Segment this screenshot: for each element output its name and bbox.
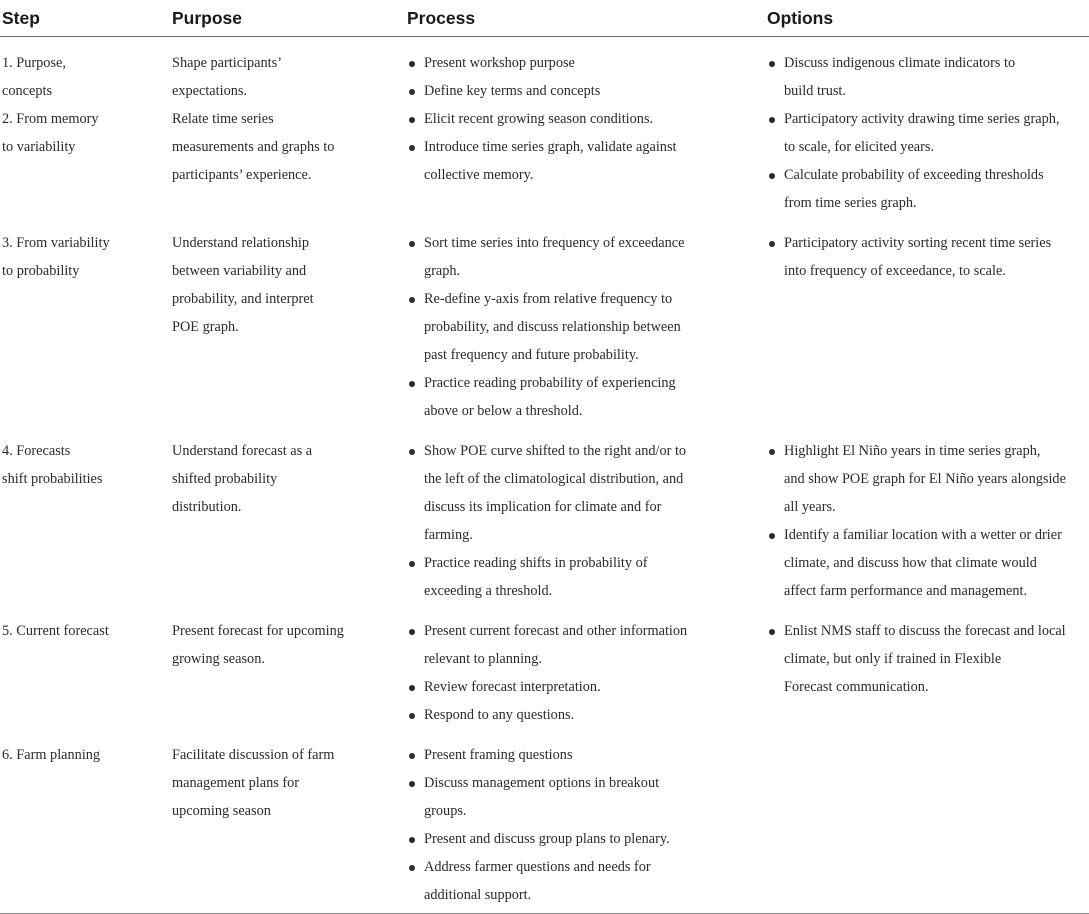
options-item (767, 437, 1083, 521)
purpose-line: management plans for (172, 775, 300, 791)
header-row (0, 0, 1089, 37)
purpose-cell (170, 217, 405, 425)
options-line: to scale, for elicited years. (784, 139, 935, 155)
process-item (407, 673, 759, 701)
options-line: and show POE graph for El Niño years alongside (784, 471, 1066, 487)
purpose-line: distribution. (172, 499, 242, 515)
options-list (767, 617, 1083, 701)
options-line: Discuss indigenous climate indicators to (784, 55, 1016, 71)
process-item (407, 701, 759, 729)
step-line: shift probabilities (2, 471, 103, 487)
process-cell (405, 37, 765, 218)
purpose-line: Shape participants’ (172, 55, 282, 71)
purpose-line: between variability and (172, 263, 307, 279)
options-item (767, 105, 1083, 161)
step-line: 2. From memory (2, 111, 99, 127)
options-line: Forecast communication. (784, 679, 929, 695)
options-line: Highlight El Niño years in time series graph, (784, 443, 1041, 459)
process-list (407, 49, 759, 189)
step-line: 1. Purpose, (2, 55, 66, 71)
purpose-line: Relate time series (172, 111, 274, 127)
process-item (407, 825, 759, 853)
bullet-icon (409, 865, 415, 871)
process-item (407, 77, 759, 105)
options-cell (765, 605, 1089, 729)
purpose-cell (170, 605, 405, 729)
purpose-line: Present forecast for upcoming (172, 623, 344, 639)
options-line: climate, but only if trained in Flexible (784, 651, 1002, 667)
process-line: Practice reading shifts in probability of (424, 555, 648, 571)
purpose-line: Understand relationship (172, 235, 309, 251)
header-options: Options (765, 0, 1089, 37)
options-line: Participatory activity drawing time series graph, (784, 111, 1060, 127)
bullet-icon (409, 61, 415, 67)
step-line: 3. From variability (2, 235, 110, 251)
purpose-line: participants’ experience. (172, 167, 312, 183)
bullet-icon (769, 629, 775, 635)
purpose-cell (170, 729, 405, 914)
bullet-icon (409, 449, 415, 455)
options-line: climate, and discuss how that climate would (784, 555, 1037, 571)
bullet-icon (409, 89, 415, 95)
process-line: Re-define y-axis from relative frequency to (424, 291, 673, 307)
purpose-line: Facilitate discussion of farm (172, 747, 335, 763)
table-row (0, 37, 1089, 218)
process-item (407, 105, 759, 133)
purpose-line: upcoming season (172, 803, 271, 819)
step-line: 4. Forecasts (2, 443, 71, 459)
table-row (0, 605, 1089, 729)
header-step: Step (0, 0, 170, 37)
process-line: the left of the climatological distribution, and (424, 471, 684, 487)
options-line: from time series graph. (784, 195, 917, 211)
bullet-icon (409, 753, 415, 759)
process-line: Respond to any questions. (424, 707, 575, 723)
table-row (0, 217, 1089, 425)
options-cell (765, 37, 1089, 218)
process-line: Sort time series into frequency of exceedance (424, 235, 685, 251)
process-line: probability, and discuss relationship between (424, 319, 681, 335)
bullet-icon (409, 781, 415, 787)
process-line: Review forecast interpretation. (424, 679, 601, 695)
process-list (407, 617, 759, 729)
bullet-icon (769, 241, 775, 247)
step-cell (0, 217, 170, 425)
process-item (407, 741, 759, 769)
options-cell (765, 729, 1089, 914)
process-item (407, 49, 759, 77)
bullet-icon (409, 561, 415, 567)
options-line: affect farm performance and management. (784, 583, 1028, 599)
bullet-icon (769, 533, 775, 539)
bullet-icon (409, 381, 415, 387)
process-cell (405, 425, 765, 605)
options-cell (765, 217, 1089, 425)
process-item (407, 853, 759, 909)
options-line: all years. (784, 499, 836, 515)
process-item (407, 549, 759, 605)
bullet-icon (409, 145, 415, 151)
process-list (407, 229, 759, 425)
options-list (767, 49, 1083, 217)
bullet-icon (769, 117, 775, 123)
bullet-icon (409, 117, 415, 123)
process-item (407, 133, 759, 189)
options-cell (765, 425, 1089, 605)
process-item (407, 617, 759, 673)
purpose-line: measurements and graphs to (172, 139, 335, 155)
options-line: Participatory activity sorting recent time series (784, 235, 1052, 251)
process-line: graph. (424, 263, 461, 279)
process-cell (405, 217, 765, 425)
purpose-cell (170, 425, 405, 605)
options-item (767, 617, 1083, 701)
process-line: groups. (424, 803, 467, 819)
process-line: farming. (424, 527, 473, 543)
purpose-cell (170, 37, 405, 218)
process-line: Discuss management options in breakout (424, 775, 660, 791)
options-line: Calculate probability of exceeding thresholds (784, 167, 1044, 183)
step-cell (0, 729, 170, 914)
bullet-icon (769, 173, 775, 179)
options-list (767, 229, 1083, 285)
process-item (407, 285, 759, 369)
bullet-icon (769, 61, 775, 67)
process-line: additional support. (424, 887, 532, 903)
process-line: Show POE curve shifted to the right and/or to (424, 443, 687, 459)
options-line: into frequency of exceedance, to scale. (784, 263, 1006, 279)
options-line: build trust. (784, 83, 846, 99)
process-item (407, 437, 759, 549)
step-line: to variability (2, 139, 76, 155)
step-line: 5. Current forecast (2, 623, 109, 639)
bullet-icon (409, 837, 415, 843)
options-item (767, 161, 1083, 217)
process-line: past frequency and future probability. (424, 347, 639, 363)
process-line: Introduce time series graph, validate against (424, 139, 677, 155)
process-line: Present framing questions (424, 747, 573, 763)
process-line: Present and discuss group plans to plenary. (424, 831, 670, 847)
options-line: Identify a familiar location with a wetter or drier (784, 527, 1062, 543)
bullet-icon (409, 713, 415, 719)
options-item (767, 229, 1083, 285)
process-line: Present current forecast and other information (424, 623, 688, 639)
header-purpose: Purpose (170, 0, 405, 37)
bullet-icon (409, 297, 415, 303)
process-line: exceeding a threshold. (424, 583, 553, 599)
process-line: Define key terms and concepts (424, 83, 601, 99)
step-line: to probability (2, 263, 80, 279)
purpose-line: expectations. (172, 83, 248, 99)
process-line: Address farmer questions and needs for (424, 859, 651, 875)
process-line: Practice reading probability of experiencing (424, 375, 676, 391)
process-item (407, 369, 759, 425)
process-line: relevant to planning. (424, 651, 542, 667)
bullet-icon (409, 629, 415, 635)
step-line: concepts (2, 83, 53, 99)
process-cell (405, 605, 765, 729)
table-body (0, 37, 1089, 914)
process-list (407, 741, 759, 909)
process-line: Present workshop purpose (424, 55, 575, 71)
purpose-line: Understand forecast as a (172, 443, 313, 459)
header-process: Process (405, 0, 765, 37)
process-line: discuss its implication for climate and for (424, 499, 662, 515)
options-item (767, 521, 1083, 605)
table-row (0, 729, 1089, 914)
options-list (767, 437, 1083, 605)
step-line: 6. Farm planning (2, 747, 101, 763)
bullet-icon (769, 449, 775, 455)
process-item (407, 769, 759, 825)
process-cell (405, 729, 765, 914)
options-item (767, 49, 1083, 105)
bullet-icon (409, 241, 415, 247)
purpose-line: POE graph. (172, 319, 239, 335)
bullet-icon (409, 685, 415, 691)
step-cell (0, 37, 170, 218)
purpose-line: probability, and interpret (172, 291, 314, 307)
purpose-line: shifted probability (172, 471, 278, 487)
step-cell (0, 425, 170, 605)
process-line: Elicit recent growing season conditions. (424, 111, 654, 127)
process-list (407, 437, 759, 605)
step-cell (0, 605, 170, 729)
options-line: Enlist NMS staff to discuss the forecast and local (784, 623, 1066, 639)
process-item (407, 229, 759, 285)
process-line: collective memory. (424, 167, 534, 183)
process-line: above or below a threshold. (424, 403, 583, 419)
purpose-line: growing season. (172, 651, 265, 667)
table-row (0, 425, 1089, 605)
